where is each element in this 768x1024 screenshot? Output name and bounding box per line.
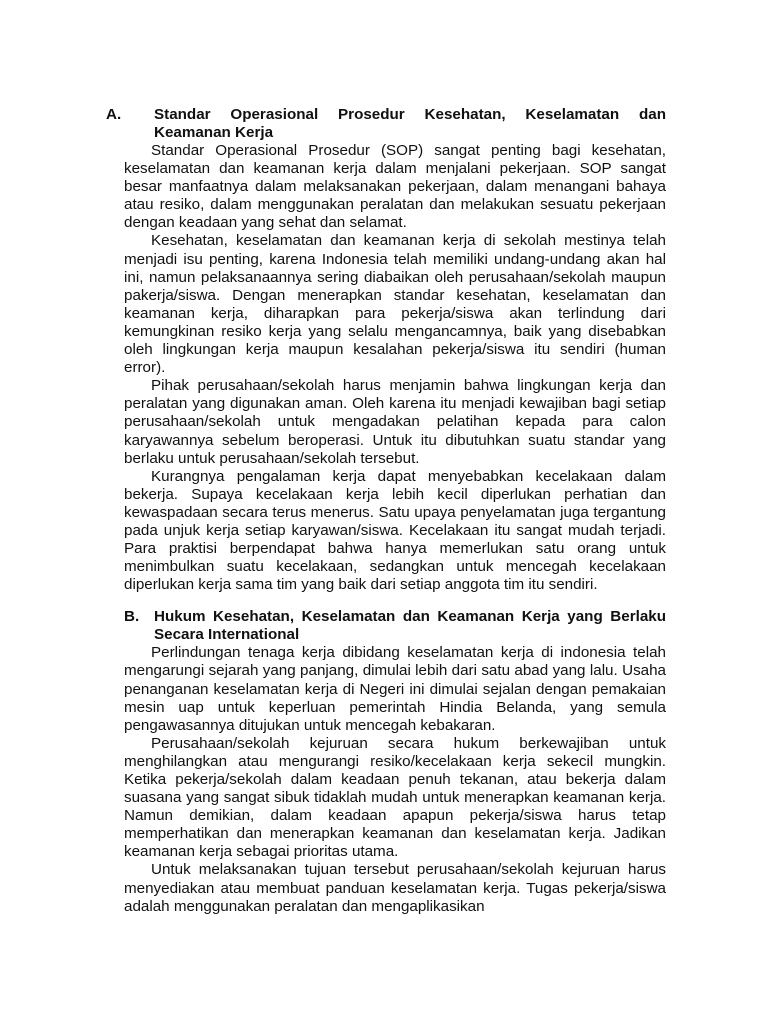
paragraph: Pihak perusahaan/sekolah harus menjamin bahwa lingkungan kerja dan peralatan yang digunakan aman. Oleh karena itu menjadi kewajiban bagi setiap perusahaan/sekolah untuk mengadakan pelatihan kepada para calon karyawannya sebelum beroperasi. Untuk itu dibutuhkan suatu standar yang berlaku untuk perusahaan/sekolah tersebut. <box>124 377 666 467</box>
section-title: Standar Operasional Prosedur Kesehatan, Keselamatan dan Keamanan Kerja <box>154 106 666 141</box>
section-letter: A. <box>106 106 122 123</box>
paragraph: Kurangnya pengalaman kerja dapat menyebabkan kecelakaan dalam bekerja. Supaya kecelakaan kerja lebih kecil diperlukan perhatian dan kewaspadaan secara terus menerus. Satu upaya penyelamatan juga tergantung pada unjuk kerja setiap karyawan/siswa. Kecelakaan itu sangat mudah terjadi. Para praktisi berpendapat bahwa hanya memerlukan satu orang untuk menimbulkan suatu kecelakaan, sedangkan untuk mencegah kecelakaan diperlukan kerja sama tim yang baik dari setiap anggota tim itu sendiri. <box>124 467 666 594</box>
paragraph: Perusahaan/sekolah kejuruan secara hukum berkewajiban untuk menghilangkan atau mengurangi resiko/kecelakaan kerja sekecil mungkin. Ketika pekerja/sekolah dalam keadaan penuh tekanan, atau bekerja dalam suasana yang sangat sibuk tidaklah mudah untuk menerapkan keamanan kerja. Namun demikian, dalam keadaan apapun pekerja/siswa harus tetap memperhatikan dan menerapkan keamanan dan keselamatan kerja. Jadikan keamanan kerja sebagai prioritas utama. <box>124 734 666 861</box>
section-title: Hukum Kesehatan, Keselamatan dan Keamanan Kerja yang Berlaku Secara International <box>154 608 666 644</box>
section-a <box>106 106 666 594</box>
paragraph: Perlindungan tenaga kerja dibidang keselamatan kerja di indonesia telah mengarungi sejarah yang panjang, dimulai lebih dari satu abad yang lalu. Usaha penanganan keselamatan kerja di Negeri ini dimulai sejalan dengan pemakaian mesin uap untuk keperluan pemerintah Hindia Belanda, yang semula pengawasannya ditujukan untuk mencegah kebakaran. <box>124 644 666 734</box>
paragraph: Standar Operasional Prosedur (SOP) sangat penting bagi kesehatan, keselamatan dan keamanan kerja dalam menjalani pekerjaan. SOP sangat besar manfaatnya dalam melaksanakan pekerjaan, dalam menangani bahaya atau resiko, dalam menggunakan peralatan dan melakukan sesuatu pekerjaan dengan keadaan yang sehat dan selamat. <box>124 142 666 232</box>
section-heading <box>124 608 666 644</box>
paragraph: Untuk melaksanakan tujuan tersebut perusahaan/sekolah kejuruan harus menyediakan atau membuat panduan keselamatan kerja. Tugas pekerja/siswa adalah menggunakan peralatan dan mengaplikasikan <box>124 861 666 915</box>
section-letter: B. <box>124 608 140 626</box>
section-b <box>124 608 666 915</box>
section-heading <box>106 106 666 142</box>
paragraph: Kesehatan, keselamatan dan keamanan kerja di sekolah mestinya telah menjadi isu penting, karena Indonesia telah memiliki undang-undang akan hal ini, namun pelaksanaannya sering diabaikan oleh perusahaan/sekolah maupun pakerja/siswa. Dengan menerapkan standar kesehatan, keselamatan dan keamanan kerja, diharapkan para pekerja/siswa akan terlindung dari kemungkinan resiko kerja yang selalu mengancamnya, baik yang disebabkan oleh lingkungan kerja maupun kesalahan pekerja/siswa itu sendiri (human error). <box>124 232 666 377</box>
